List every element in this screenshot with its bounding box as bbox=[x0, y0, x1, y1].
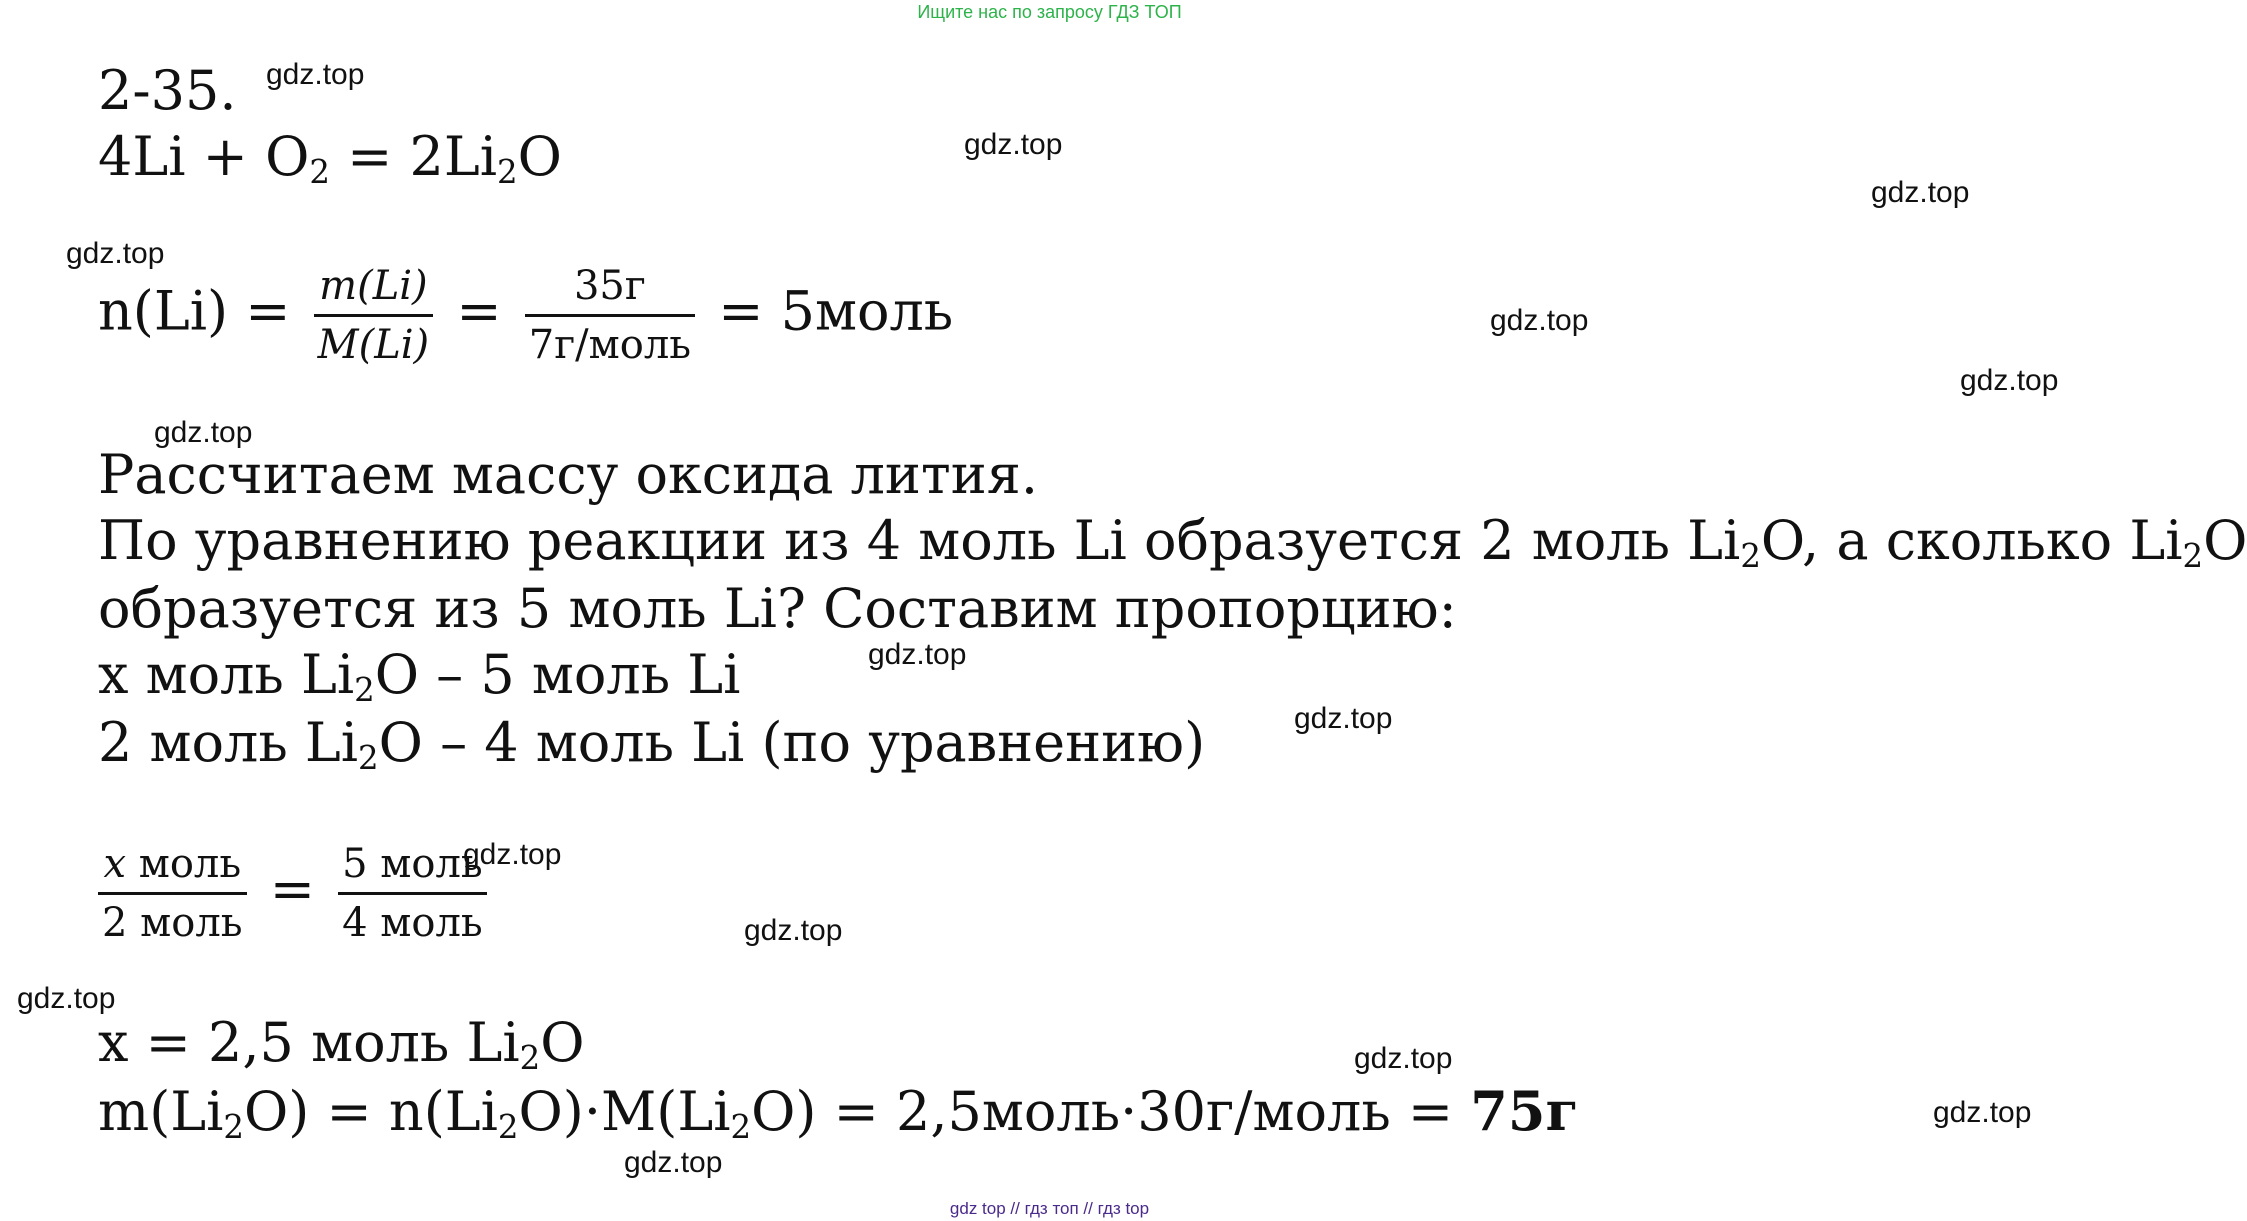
watermark: gdz.top bbox=[17, 982, 116, 1015]
problem-number bbox=[98, 59, 237, 122]
equals-sign: = bbox=[269, 857, 315, 921]
watermark: gdz.top bbox=[1960, 364, 2059, 397]
watermark: gdz.top bbox=[1490, 304, 1589, 337]
watermark: gdz.top bbox=[463, 838, 562, 871]
text-line-4-part: O – 5 моль Li bbox=[374, 643, 741, 706]
text-subscript: 2 bbox=[730, 1108, 752, 1147]
watermark: gdz.top bbox=[624, 1146, 723, 1179]
x-result-part: x = 2,5 моль Li bbox=[98, 1011, 520, 1074]
watermark: gdz.top bbox=[868, 638, 967, 671]
text-line-1 bbox=[98, 443, 1039, 506]
reaction-equation bbox=[98, 125, 562, 192]
footer-links: gdz top // гдз топ // гдз top bbox=[949, 1199, 1150, 1218]
moles-result: = 5моль bbox=[718, 279, 954, 343]
text-subscript: 2 bbox=[358, 739, 379, 778]
watermark: gdz.top bbox=[266, 58, 365, 91]
x-result bbox=[98, 1011, 585, 1078]
eq-part: 4Li + O bbox=[98, 125, 310, 188]
text-line-3 bbox=[98, 577, 1457, 640]
fraction-denominator: 7г/моль bbox=[528, 322, 692, 368]
variable-x: x bbox=[103, 841, 126, 887]
mass-part: O)·M(Li bbox=[518, 1080, 731, 1143]
fraction-denominator: 4 моль bbox=[342, 900, 483, 946]
watermark: gdz.top bbox=[66, 237, 165, 270]
text-subscript: 2 bbox=[223, 1108, 245, 1147]
text-line-2-part: По уравнению реакции из 4 моль Li образуется 2 моль Li bbox=[98, 509, 1741, 572]
text-subscript: 2 bbox=[519, 1039, 541, 1078]
text-line-2-part: O bbox=[2203, 509, 2247, 572]
watermark: gdz.top bbox=[154, 416, 253, 449]
mass-part: O) = n(Li bbox=[244, 1080, 498, 1143]
fraction-denominator: M(Li) bbox=[317, 322, 430, 368]
moles-lhs: n(Li) = bbox=[98, 279, 291, 343]
fraction-numerator bbox=[98, 840, 247, 895]
fraction-numerator: 5 моль bbox=[338, 840, 487, 895]
eq-part: O bbox=[517, 125, 562, 188]
text-subscript: 2 bbox=[1740, 537, 1761, 576]
fraction-numerator: 35г bbox=[525, 262, 695, 317]
watermark: gdz.top bbox=[964, 128, 1063, 161]
watermark: gdz.top bbox=[1354, 1042, 1453, 1075]
watermark: gdz.top bbox=[1294, 702, 1393, 735]
problem-number-text: 2-35. bbox=[98, 59, 237, 122]
text-line-5-part: O – 4 моль Li (по уравнению) bbox=[378, 711, 1206, 774]
mass-over-molar-fraction bbox=[314, 262, 434, 369]
proportion-formula bbox=[92, 840, 493, 947]
watermark: gdz.top bbox=[744, 914, 843, 947]
mass-calculation bbox=[98, 1079, 1579, 1147]
eq-subscript: 2 bbox=[497, 153, 518, 192]
text-line-1-content: Рассчитаем массу оксида лития. bbox=[98, 443, 1039, 506]
text-line-5 bbox=[98, 711, 1206, 778]
equals-sign: = bbox=[456, 279, 502, 343]
values-fraction bbox=[525, 262, 695, 369]
fraction-denominator: 2 моль bbox=[102, 900, 243, 946]
proportion-fraction-left bbox=[98, 840, 247, 947]
watermark: gdz.top bbox=[1933, 1096, 2032, 1129]
text-subscript: 2 bbox=[497, 1108, 519, 1147]
final-answer: 75г bbox=[1470, 1079, 1579, 1143]
mass-part: m(Li bbox=[98, 1080, 224, 1143]
unit: моль bbox=[126, 841, 242, 887]
text-line-4 bbox=[98, 643, 741, 710]
x-result-part: O bbox=[540, 1011, 585, 1074]
mass-part: O) = 2,5моль·30г/моль = bbox=[751, 1080, 1471, 1143]
header-search-note: Ищите нас по запросу ГДЗ ТОП bbox=[917, 2, 1182, 22]
text-line-2 bbox=[98, 509, 2247, 576]
moles-formula bbox=[98, 262, 953, 369]
watermark: gdz.top bbox=[1871, 176, 1970, 209]
eq-part: = 2Li bbox=[329, 125, 498, 188]
text-subscript: 2 bbox=[354, 671, 375, 710]
fraction-numerator: m(Li) bbox=[314, 262, 434, 317]
eq-subscript: 2 bbox=[309, 153, 330, 192]
text-line-3-content: образуется из 5 моль Li? Составим пропорцию: bbox=[98, 577, 1457, 640]
text-line-5-part: 2 моль Li bbox=[98, 711, 359, 774]
text-line-2-part: O, а сколько Li bbox=[1760, 509, 2183, 572]
text-line-4-part: x моль Li bbox=[98, 643, 355, 706]
text-subscript: 2 bbox=[2182, 537, 2204, 576]
